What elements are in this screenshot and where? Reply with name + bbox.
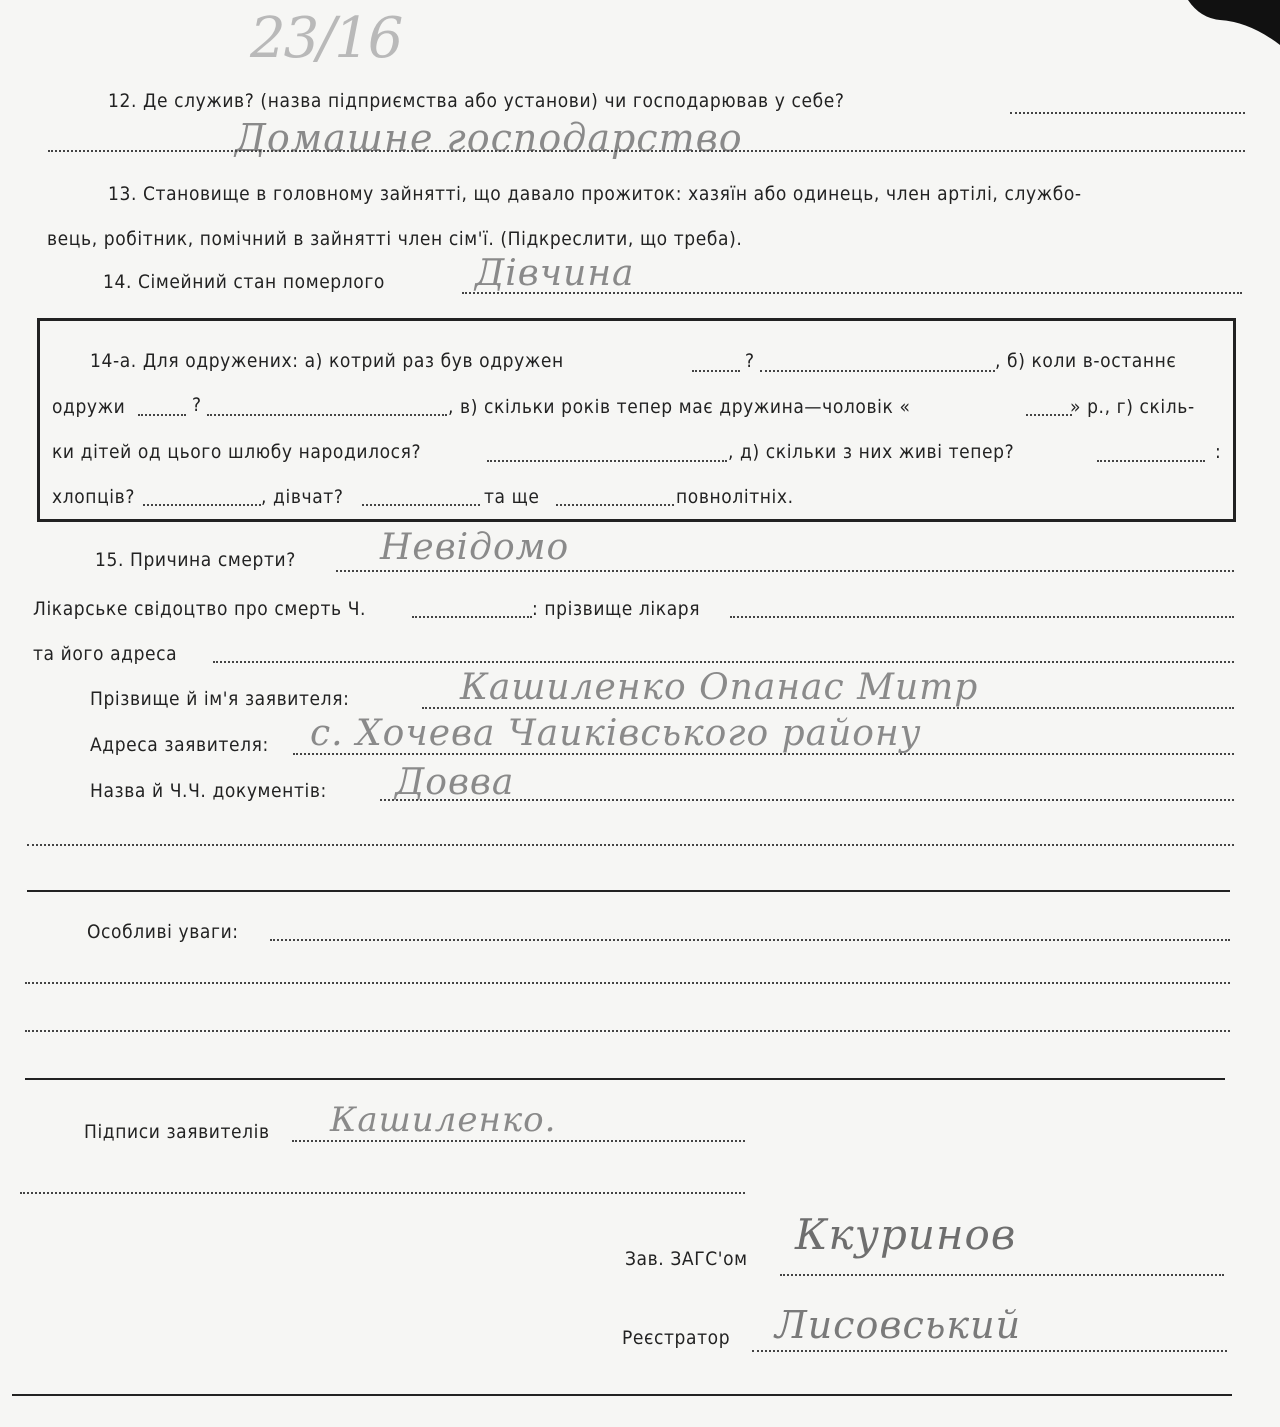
q13-line-2: вець, робітник, помічний в зайнятті член сім'ї. (Підкреслити, що треба). bbox=[47, 228, 743, 250]
q14-label: 14. Сімейний стан померлого bbox=[103, 271, 385, 293]
documents-value: Довва bbox=[395, 762, 515, 803]
q12-line-2 bbox=[48, 150, 1245, 152]
q15-line bbox=[336, 570, 1234, 572]
q13-line-1: 13. Становище в головному зайнятті, що давало прожиток: хазяїн або одинець, член артілі, службо- bbox=[108, 183, 1082, 205]
q14-answer: Дівчина bbox=[475, 253, 635, 294]
registrar-line bbox=[752, 1350, 1227, 1352]
q14a-line2-text-c: » р., г) скіль- bbox=[1070, 396, 1195, 418]
notes-line-3 bbox=[25, 1030, 1230, 1032]
q14a-line4-text-a: хлопців? bbox=[52, 486, 136, 508]
torn-corner bbox=[1180, 0, 1280, 45]
q15-answer: Невідомо bbox=[380, 527, 570, 568]
bottom-rule bbox=[12, 1394, 1232, 1396]
q15-label: 15. Причина смерти? bbox=[95, 549, 296, 571]
q12-line-1 bbox=[1010, 112, 1245, 114]
archive-stamp-number: 23/16 bbox=[250, 6, 402, 71]
q14a-line3-colon: : bbox=[1215, 441, 1222, 463]
q14a-line4-blank-c bbox=[556, 504, 674, 506]
doctor-line bbox=[730, 616, 1234, 618]
q14a-line2-qmark: ? bbox=[192, 394, 202, 416]
zags-head-label: Зав. ЗАГС'ом bbox=[625, 1248, 748, 1270]
q14a-line3-text-b: , д) скільки з них живі тепер? bbox=[728, 441, 1015, 463]
medical-cert-line bbox=[412, 616, 532, 618]
applicant-address-line bbox=[293, 753, 1234, 755]
separator-rule-1 bbox=[27, 890, 1230, 892]
q14a-line1-text-b: , б) коли в-останнє bbox=[995, 350, 1177, 372]
q14a-line2-text-a: одружи bbox=[52, 396, 126, 418]
q14-line bbox=[462, 292, 1242, 294]
q14a-line2-blank-b bbox=[207, 414, 447, 416]
applicant-signature-label: Підписи заявителів bbox=[84, 1121, 270, 1143]
q14a-line1-blank-a bbox=[692, 370, 740, 372]
q14a-married-box bbox=[37, 318, 1236, 522]
registrar-label: Реєстратор bbox=[622, 1327, 731, 1349]
q14a-line4-text-c: та ще bbox=[484, 486, 540, 508]
q12-answer: Домашне господарство bbox=[235, 116, 743, 160]
zags-head-line bbox=[780, 1274, 1224, 1276]
q14a-line1-text: 14-а. Для одружених: а) котрий раз був одружен bbox=[90, 350, 564, 372]
q14a-line2-blank-a bbox=[138, 414, 186, 416]
documents-line bbox=[380, 799, 1234, 801]
applicant-signature-line-2 bbox=[20, 1192, 745, 1194]
q14a-line4-blank-b bbox=[362, 504, 480, 506]
notes-label: Особливі уваги: bbox=[87, 921, 239, 943]
applicant-name-label: Прізвище й ім'я заявителя: bbox=[90, 688, 350, 710]
separator-rule-2 bbox=[25, 1078, 1225, 1080]
q14a-line3-blank-b bbox=[1097, 460, 1205, 462]
applicant-address-value: с. Хочева Чаиківського району bbox=[310, 713, 922, 754]
doctor-address-line bbox=[213, 661, 1234, 663]
notes-line-1 bbox=[270, 939, 1230, 941]
registrar-signature: Лисовський bbox=[775, 1303, 1022, 1347]
documents-label: Назва й Ч.Ч. документів: bbox=[90, 780, 327, 802]
q14a-line4-text-b: , дівчат? bbox=[261, 486, 344, 508]
q12-label: 12. Де служив? (назва підприємства або установи) чи господарював у себе? bbox=[108, 90, 845, 112]
doctor-label: : прізвище лікаря bbox=[532, 598, 701, 620]
zags-head-signature: Ккуринов bbox=[795, 1210, 1017, 1259]
q14a-line4-text-d: повнолітніх. bbox=[676, 486, 794, 508]
applicant-name-line bbox=[422, 707, 1234, 709]
notes-line-2 bbox=[25, 982, 1230, 984]
doctor-address-label: та його адреса bbox=[33, 643, 178, 665]
q14a-line1-blank-b bbox=[760, 370, 995, 372]
q14a-line3-text-a: ки дітей од цього шлюбу народилося? bbox=[52, 441, 422, 463]
q14a-line4-blank-a bbox=[143, 504, 261, 506]
q14a-line3-blank-a bbox=[487, 460, 727, 462]
q14a-line1-qmark: ? bbox=[745, 350, 755, 372]
applicant-signature: Кашиленко. bbox=[330, 1100, 557, 1140]
q14a-line2-blank-c bbox=[1026, 414, 1072, 416]
applicant-address-label: Адреса заявителя: bbox=[90, 734, 269, 756]
q14a-line2-text-b: , в) скільки років тепер має дружина—чоловік « bbox=[448, 396, 911, 418]
blank-line-1 bbox=[27, 844, 1234, 846]
medical-cert-label: Лікарське свідоцтво про смерть Ч. bbox=[33, 598, 367, 620]
applicant-signature-line bbox=[292, 1140, 745, 1142]
applicant-name-value: Кашиленко Опанас Митр bbox=[460, 667, 979, 708]
